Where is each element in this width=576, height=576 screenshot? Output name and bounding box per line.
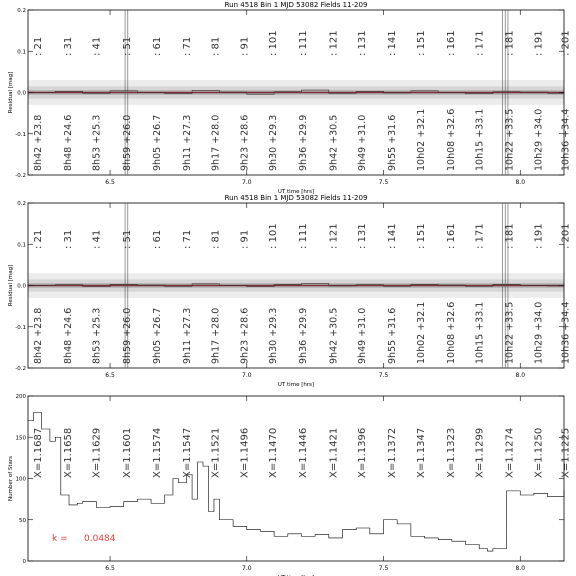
coord-label: 8h53 +25.3 [91, 307, 103, 364]
field-label: : 21 [32, 36, 44, 56]
coord-label: 9h17 +28.0 [210, 114, 222, 171]
x-tick-label: 8.0 [515, 372, 526, 379]
field-label: : 111 [298, 223, 310, 249]
airmass-label: X=1.1470 [268, 427, 280, 478]
y-tick-label: 0.0 [17, 283, 26, 290]
y-tick-label: 0.2 [17, 201, 26, 207]
coord-label: 10h08 +32.6 [445, 108, 457, 171]
coord-label: 9h36 +29.9 [298, 114, 310, 171]
field-label: : 101 [268, 223, 280, 249]
field-label: : 21 [32, 229, 44, 249]
airmass-label: X=1.1521 [210, 427, 222, 478]
x-axis-label: UT time [hrs] [277, 189, 315, 195]
coord-label: 10h22 +33.5 [504, 108, 516, 171]
airmass-label: X=1.1601 [121, 427, 133, 478]
coord-label: 8h59 +26.0 [121, 307, 133, 364]
coord-label: 9h30 +29.3 [268, 307, 280, 364]
y-tick-label: 0.2 [17, 8, 26, 14]
airmass-label: X=1.1687 [32, 427, 44, 478]
y-tick-label: -0.1 [15, 131, 26, 138]
coord-label: 10h29 +34.0 [533, 301, 545, 364]
field-label: : 191 [533, 223, 545, 249]
coord-label: 10h02 +32.1 [415, 108, 427, 171]
airmass-label: X=1.1323 [445, 427, 457, 478]
field-label: : 101 [268, 30, 280, 56]
extinction-value: 0.0484 [84, 534, 116, 544]
coord-label: 9h42 +30.5 [328, 307, 340, 364]
coord-label: 9h55 +31.6 [387, 307, 399, 364]
y-tick-label: 200 [15, 394, 26, 400]
airmass-label: X=1.1347 [415, 427, 427, 478]
airmass-label: X=1.1250 [533, 427, 545, 478]
coord-label: 9h49 +31.0 [357, 307, 368, 364]
field-label: : 181 [504, 223, 516, 249]
x-tick-label: 7.5 [378, 179, 389, 186]
field-label: : 161 [445, 30, 457, 56]
airmass-label: X=1.1225 [560, 427, 572, 478]
airmass-label: X=1.1274 [504, 427, 516, 478]
field-label: : 41 [91, 229, 103, 249]
coord-label: 9h42 +30.5 [328, 114, 340, 171]
x-tick-label: 7.0 [242, 565, 252, 572]
field-label: : 171 [474, 223, 486, 249]
field-label: : 31 [63, 36, 75, 56]
x-tick-label: 6.5 [105, 179, 115, 186]
coord-label: 9h05 +26.7 [151, 307, 163, 364]
field-label: : 151 [415, 30, 427, 56]
coord-label: 8h48 +24.6 [63, 307, 75, 364]
field-label: : 71 [181, 36, 193, 56]
y-tick-label: 0.1 [17, 242, 26, 249]
y-axis-label: Residual [mag] [8, 264, 14, 307]
coord-label: 8h59 +26.0 [121, 114, 133, 171]
coord-label: 8h42 +23.8 [32, 114, 44, 171]
coord-label: 9h05 +26.7 [151, 114, 163, 171]
coord-label: 9h23 +28.6 [239, 114, 251, 171]
airmass-label: X=1.1299 [474, 427, 486, 478]
field-label: : 61 [151, 36, 163, 56]
field-label: : 191 [533, 30, 545, 56]
coord-label: 10h15 +33.1 [474, 108, 486, 171]
field-label: : 141 [387, 30, 399, 56]
coord-label: 9h55 +31.6 [387, 114, 399, 171]
airmass-label: X=1.1496 [239, 427, 251, 478]
extinction-label: k = [52, 534, 68, 544]
airmass-label: X=1.1372 [387, 427, 399, 478]
x-tick-label: 6.5 [105, 565, 115, 572]
airmass-label: X=1.1446 [298, 427, 310, 478]
chart-title: Run 4518 Bin 1 MJD 53082 Fields 11-209 [224, 1, 368, 9]
field-label: : 201 [560, 30, 572, 56]
coord-label: 10h22 +33.5 [504, 301, 516, 364]
field-label: : 51 [121, 36, 133, 56]
y-tick-label: -0.1 [15, 324, 26, 331]
coord-label: 9h36 +29.9 [298, 307, 310, 364]
field-label: : 31 [63, 229, 75, 249]
field-label: : 131 [357, 223, 368, 249]
field-label: : 61 [151, 229, 163, 249]
x-tick-label: 7.0 [242, 179, 252, 186]
y-tick-label: 50 [19, 517, 26, 524]
y-tick-label: 0 [22, 559, 26, 565]
coord-label: 9h23 +28.6 [239, 307, 251, 364]
field-label: : 201 [560, 223, 572, 249]
chart-title: Run 4518 Bin 1 MJD 53082 Fields 11-209 [224, 194, 368, 202]
coord-label: 10h02 +32.1 [415, 301, 427, 364]
x-tick-label: 6.5 [105, 372, 115, 379]
field-label: : 111 [298, 30, 310, 56]
coord-label: 9h11 +27.3 [181, 114, 193, 171]
y-axis-label: Residual [mag] [8, 71, 14, 114]
coord-label: 10h15 +33.1 [474, 301, 486, 364]
field-label: : 81 [210, 36, 222, 56]
y-tick-label: 0.0 [17, 90, 26, 97]
x-tick-label: 8.0 [515, 565, 526, 572]
airmass-label: X=1.1658 [63, 427, 75, 478]
coord-label: 9h49 +31.0 [357, 114, 368, 171]
field-label: : 141 [387, 223, 399, 249]
airmass-label: X=1.1396 [357, 427, 368, 478]
field-label: : 81 [210, 229, 222, 249]
y-tick-label: 100 [15, 476, 26, 483]
x-tick-label: 7.5 [378, 372, 389, 379]
coord-label: 10h29 +34.0 [533, 108, 545, 171]
coord-label: 9h11 +27.3 [181, 307, 193, 364]
field-label: : 91 [239, 229, 251, 249]
y-tick-label: -0.2 [15, 173, 26, 179]
field-label: : 51 [121, 229, 133, 249]
field-label: : 121 [328, 223, 340, 249]
field-label: : 181 [504, 30, 516, 56]
coord-label: 8h53 +25.3 [91, 114, 103, 171]
airmass-label: X=1.1421 [328, 427, 340, 478]
coord-label: 10h36 +34.4 [560, 108, 572, 171]
coord-label: 9h30 +29.3 [268, 114, 280, 171]
coord-label: 10h36 +34.4 [560, 301, 572, 364]
x-axis-label: UT time [hrs] [277, 382, 315, 388]
x-tick-label: 8.0 [515, 179, 526, 186]
y-axis-label: Number of Stars [8, 455, 14, 502]
coord-label: 8h48 +24.6 [63, 114, 75, 171]
field-label: : 41 [91, 36, 103, 56]
field-label: : 131 [357, 30, 368, 56]
airmass-label: X=1.1574 [151, 427, 163, 478]
airmass-label: X=1.1547 [181, 427, 193, 478]
field-label: : 121 [328, 30, 340, 56]
field-label: : 161 [445, 223, 457, 249]
field-label: : 91 [239, 36, 251, 56]
coord-label: 9h17 +28.0 [210, 307, 222, 364]
airmass-label: X=1.1629 [91, 427, 103, 478]
coord-label: 8h42 +23.8 [32, 307, 44, 364]
field-label: : 171 [474, 30, 486, 56]
y-tick-label: 0.1 [17, 49, 26, 56]
field-label: : 151 [415, 223, 427, 249]
x-tick-label: 7.5 [378, 565, 389, 572]
y-tick-label: 150 [15, 435, 26, 442]
field-label: : 71 [181, 229, 193, 249]
coord-label: 10h08 +32.6 [445, 301, 457, 364]
y-tick-label: -0.2 [15, 366, 26, 372]
x-tick-label: 7.0 [242, 372, 252, 379]
